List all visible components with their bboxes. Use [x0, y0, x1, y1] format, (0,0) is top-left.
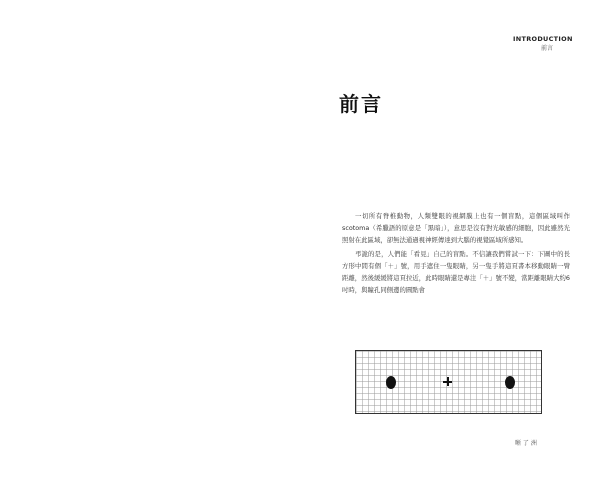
plus-sign-marker	[443, 376, 452, 387]
body-text	[342, 210, 570, 298]
blind-spot-grid-figure	[355, 350, 542, 414]
right-dot-marker	[505, 376, 515, 389]
chapter-title: 前言	[339, 92, 383, 116]
left-dot-marker	[386, 376, 396, 389]
paragraph: 一切所有脊椎動物，人類雙眼的視網膜上也有一個盲點，這個區域叫作scotoma（希臘語的原意是「黑暗」），意思是沒有對光敏感的細胞，因此雖然光照射在此區域，卻無法通過視神經傳達到大腦的視覺區域所感知。	[342, 212, 570, 244]
page-footer-label: 晰 了 洲	[515, 440, 537, 447]
running-header-english: INTRODUCTION	[513, 35, 573, 43]
paragraph: 弔詭的是，人們能「看見」自己的盲點。不信讓我們嘗試一下：下圖中的長方形中間有個「＋」號，用手遮住一隻眼睛，另一隻手將這頁書本移動眼睛一臂距離，然後緩緩將這頁拉近，此時眼睛還是專注「＋」號不變，當距離眼睛大約6吋時，與瞳孔同側邊的圓點會	[342, 250, 570, 294]
running-header-chinese: 前言	[541, 45, 554, 52]
